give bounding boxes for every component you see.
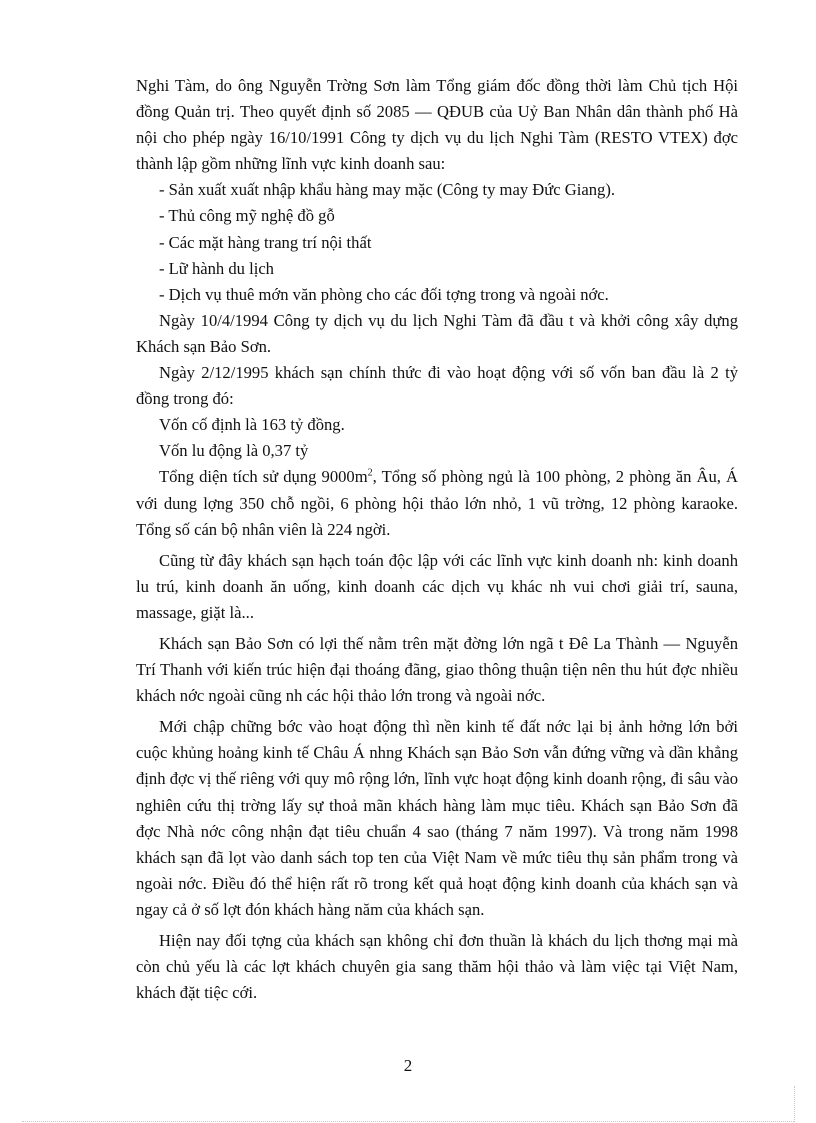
page-right-border — [794, 1086, 795, 1122]
business-fields-list — [136, 177, 738, 307]
list-item: - Lữ hành du lịch — [159, 258, 274, 278]
paragraph-construction: Ngày 10/4/1994 Công ty dịch vụ du lịch Nghi Tàm đã đầu t và khởi công xây dựng Khách sạn Bảo Sơn. — [136, 310, 738, 356]
document-body — [136, 73, 738, 1006]
facilities-text-end: , Tổng số phòng ngủ là 100 phòng, 2 phòng ăn Âu, Á với dung lợng 350 chỗ ngồi, 6 phòng hội thảo lớn nhỏ, 1 vũ trờng, 12 phòng karaoke. Tổng số cán bộ nhân viên là 224 ngời. — [136, 467, 738, 539]
page-bottom-border — [22, 1121, 794, 1122]
area-unit-superscript: 2 — [367, 467, 373, 479]
paragraph-facilities — [136, 464, 738, 542]
list-item: - Các mặt hàng trang trí nội thất — [159, 232, 372, 252]
paragraph-opening: Ngày 2/12/1995 khách sạn chính thức đi vào hoạt động với số vốn ban đầu là 2 tỷ đồng trong đó: — [136, 363, 738, 409]
paragraph-business-lines: Cũng từ đây khách sạn hạch toán độc lập với các lĩnh vực kinh doanh nh: kinh doanh lu trú, kinh doanh ăn uống, kinh doanh các dịch vụ khác nh vui chơi giải trí, sauna, massage, giặt là... — [136, 550, 738, 622]
paragraph-location: Khách sạn Bảo Sơn có lợi thế nằm trên mặt đờng lớn ngã t Đê La Thành — Nguyễn Trí Thanh với kiến trúc hiện đại thoáng đãng, giao thông thuận tiện nên thu hút đợc nhiều khách nớc ngoài cũng nh các hội thảo lớn trong và ngoài nớc. — [136, 633, 738, 706]
list-item: - Dịch vụ thuê mớn văn phòng cho các đối tợng trong và ngoài nớc. — [159, 284, 609, 304]
fixed-capital-line: Vốn cố định là 163 tỷ đồng. — [159, 415, 345, 435]
list-item: - Sản xuất xuất nhập khẩu hàng may mặc (Công ty may Đức Giang). — [159, 180, 615, 200]
list-item: - Thủ công mỹ nghệ đồ gỗ — [159, 206, 335, 226]
paragraph-company-founding: Nghi Tàm, do ông Nguyễn Trờng Sơn làm Tổng giám đốc đồng thời làm Chủ tịch Hội đồng Quản trị. Theo quyết định số 2085 — QĐUB của Uỷ Ban Nhân dân thành phố Hà nội cho phép ngày 16/10/1991 Công ty dịch vụ du lịch Nghi Tàm (RESTO VTEX) đợc thành lập gồm những lĩnh vực kinh doanh sau: — [136, 76, 738, 174]
facilities-text-start: Tổng diện tích sử dụng 9000m — [159, 467, 368, 487]
paragraph-growth: Mới chập chững bớc vào hoạt động thì nền kinh tế đất nớc lại bị ảnh hởng lớn bởi cuộc khủng hoảng kinh tế Châu Á nhng Khách sạn Bảo Sơn vẫn đứng vững và dần khẳng định đợc vị thế riêng với quy mô rộng lớn, lĩnh vực hoạt động kinh doanh rộng, đi sâu vào nghiên cứu thị trờng lấy sự thoả mãn khách hàng làm mục tiêu. Khách sạn Bảo Sơn đã đợc Nhà nớc công nhận đạt tiêu chuẩn 4 sao (tháng 7 năm 1997). Và trong năm 1998 khách sạn đã lọt vào danh sách top ten của Việt Nam về mức tiêu thụ sản phẩm trong và ngoài nớc. Điều đó thể hiện rất rõ trong kết quả hoạt động kinh doanh của khách sạn và ngay cả ở số lợt đón khách hàng năm của khách sạn. — [136, 717, 738, 919]
working-capital-line: Vốn lu động là 0,37 tỷ — [159, 441, 309, 461]
paragraph-customers: Hiện nay đối tợng của khách sạn không chỉ đơn thuần là khách du lịch thơng mại mà còn chủ yếu là các lợt khách chuyên gia sang thăm hội thảo và làm việc tại Việt Nam, khách đặt tiệc cới. — [136, 931, 738, 1003]
page-number: 2 — [403, 1056, 413, 1075]
